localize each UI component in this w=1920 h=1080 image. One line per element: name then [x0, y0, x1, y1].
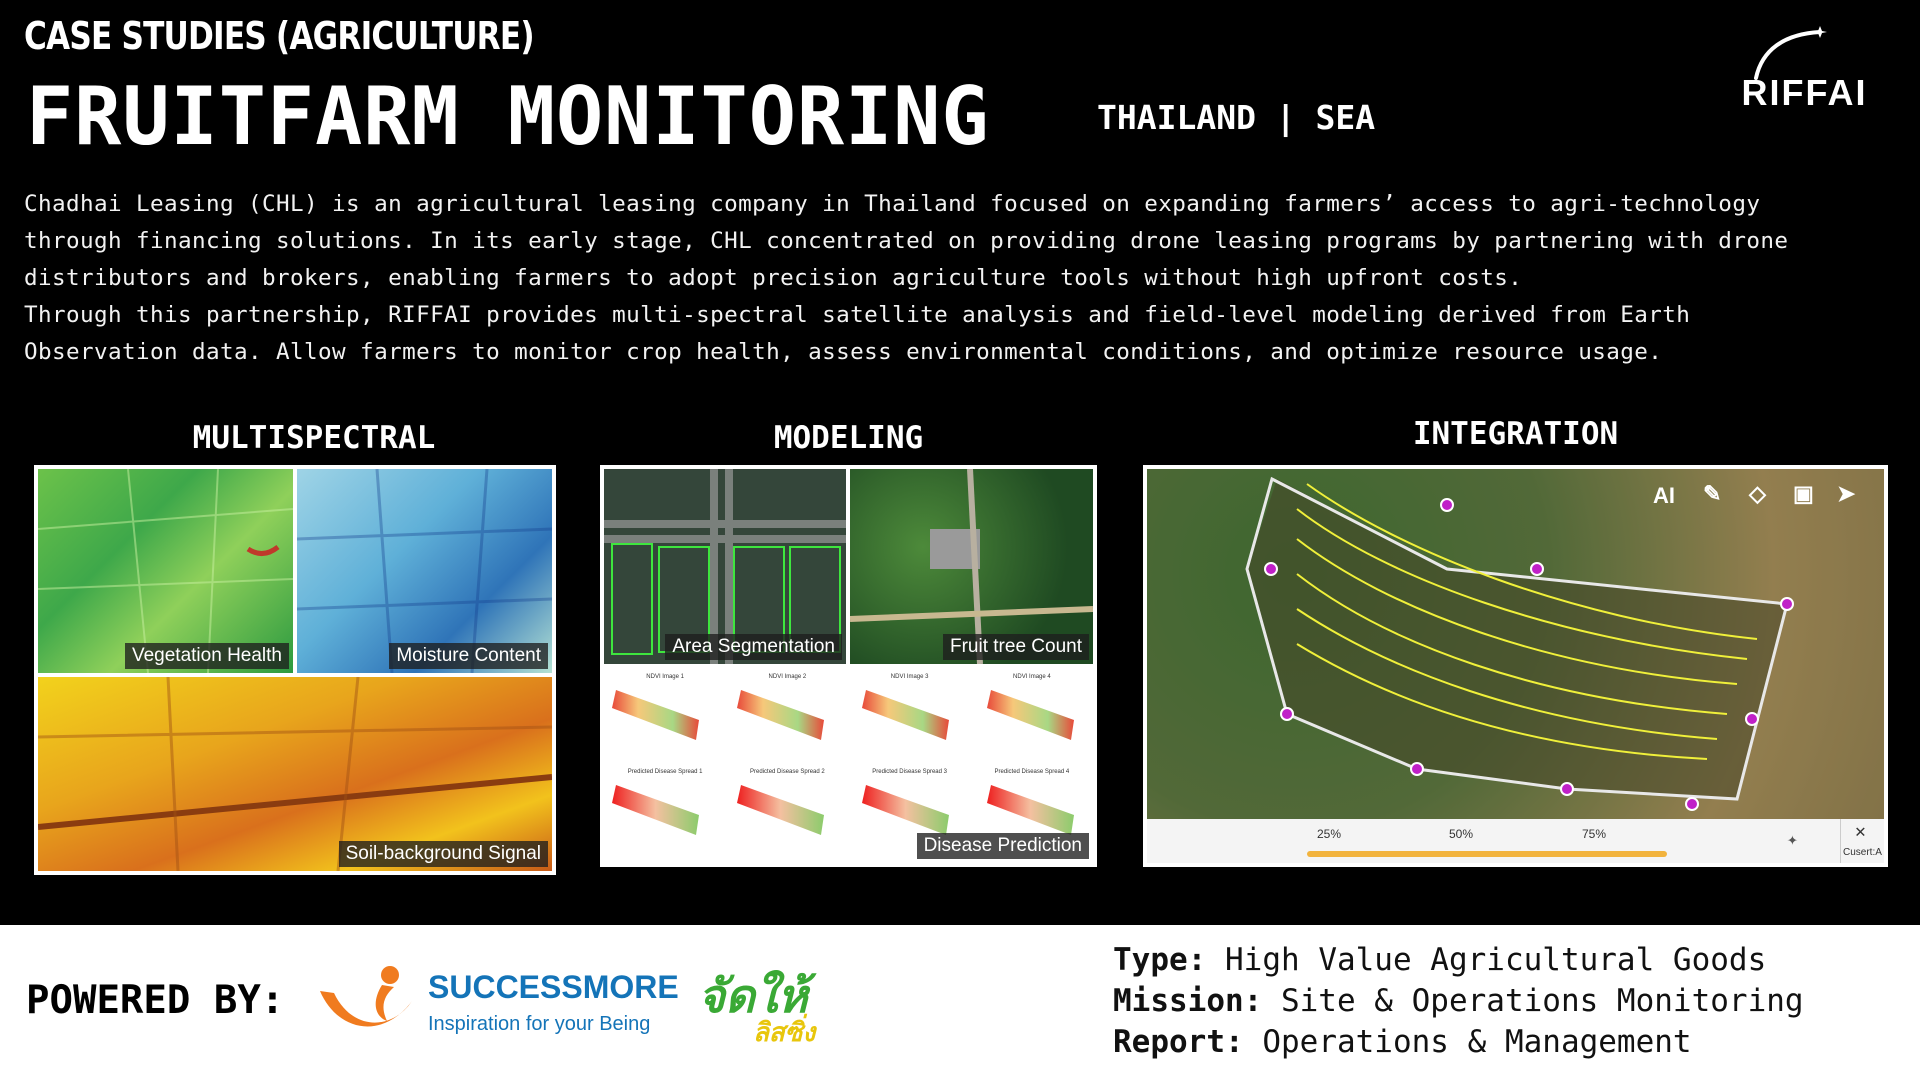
modeling-title: MODELING [773, 420, 924, 456]
jaidee-subtext: ลิสซิ่ง [753, 1018, 816, 1048]
spread-label: Predicted Disease Spread 2 [750, 769, 825, 775]
integration-panel [1143, 465, 1888, 867]
report-value: Operations & Management [1262, 1024, 1692, 1060]
tile-label: Fruit tree Count [943, 634, 1089, 660]
spread-label: Predicted Disease Spread 3 [872, 769, 947, 775]
close-label: Cusert:A [1843, 847, 1882, 858]
info-block [1113, 940, 1804, 1063]
eraser-icon[interactable]: ◇ [1749, 481, 1766, 506]
type-value: High Value Agricultural Goods [1225, 942, 1767, 978]
moisture-content-image [297, 469, 552, 673]
sparkle-icon[interactable]: ✦ [1787, 829, 1798, 850]
tile-label: Disease Prediction [917, 833, 1089, 859]
progress-toolbar [1147, 819, 1884, 863]
modeling-panel [600, 465, 1097, 867]
ruler-icon[interactable]: ✎ [1703, 481, 1722, 506]
integration-title: INTEGRATION [1412, 416, 1619, 452]
mission-row [1113, 981, 1804, 1022]
ndvi-label: NDVI Image 4 [1013, 674, 1051, 680]
mission-label: Mission: [1113, 983, 1263, 1019]
spread-label: Predicted Disease Spread 4 [994, 769, 1070, 775]
tick-label: 50% [1449, 827, 1474, 841]
spread-labels-row [604, 769, 1093, 775]
logo-arc-icon [1722, 20, 1887, 80]
region-label: THAILAND | SEA [1097, 98, 1376, 137]
description-line: Chadhai Leasing (CHL) is an agricultural leasing company in Thailand focused on expanding farmers’ access to agri-technology [24, 191, 1761, 217]
close-icon: ✕ [1855, 821, 1866, 842]
successmore-tagline: Inspiration for your Being [428, 1013, 651, 1035]
tile-label: Area Segmentation [665, 634, 842, 660]
tick-label: 75% [1582, 827, 1607, 841]
vegetation-health-image [38, 469, 293, 673]
close-button[interactable] [1840, 819, 1884, 863]
tick-label: 25% [1317, 827, 1342, 841]
ai-tool-button[interactable]: AI [1653, 483, 1675, 508]
navigate-icon[interactable]: ➤ [1837, 481, 1856, 506]
type-row [1113, 940, 1804, 981]
spread-label: Predicted Disease Spread 1 [627, 769, 703, 775]
integration-map[interactable] [1147, 469, 1884, 819]
fruit-tree-count-image [850, 469, 1093, 664]
footer [0, 925, 1920, 1080]
ndvi-label: NDVI Image 3 [890, 674, 929, 680]
disease-prediction-image [604, 668, 1093, 863]
description-line: Observation data. Allow farmers to monitor crop health, assess environmental conditions, and optimize resource usage. [24, 339, 1663, 365]
tile-label: Vegetation Health [125, 643, 289, 669]
tile-label: Moisture Content [389, 643, 548, 669]
farm-map-overlay [1147, 469, 1884, 819]
description-line: distributors and brokers, enabling farmers to adopt precision agriculture tools without high upfront costs. [24, 265, 1523, 291]
riffai-logo [1722, 20, 1887, 120]
report-label: Report: [1113, 1024, 1244, 1060]
description [24, 186, 1904, 371]
camera-icon[interactable]: ▣ [1793, 481, 1814, 506]
description-line: Through this partnership, RIFFAI provides multi-spectral satellite analysis and field-level modeling derived from Earth [24, 302, 1691, 328]
jaidee-text: จัดให้ [698, 969, 808, 1023]
successmore-figure-icon [312, 961, 422, 1051]
kicker-label: CASE STUDIES (AGRICULTURE) [24, 14, 534, 58]
successmore-name: SUCCESSMORE [428, 969, 679, 1005]
powered-by-label: POWERED BY: [26, 978, 285, 1023]
description-line: through financing solutions. In its early stage, CHL concentrated on providing drone leasing programs by partnering with drone [24, 228, 1789, 254]
multispectral-title: MULTISPECTRAL [192, 420, 436, 456]
tile-label: Soil-background Signal [339, 841, 548, 867]
logo-text: RIFFAI [1741, 72, 1868, 113]
progress-bar[interactable] [1307, 851, 1667, 857]
report-row [1113, 1022, 1804, 1063]
type-label: Type: [1113, 942, 1207, 978]
successmore-logo [312, 961, 679, 1051]
ndvi-label: NDVI Image 2 [768, 674, 807, 680]
multispectral-panel [34, 465, 556, 875]
area-segmentation-image [604, 469, 846, 664]
soil-background-image [38, 677, 552, 871]
mission-value: Site & Operations Monitoring [1280, 983, 1804, 1019]
jaidee-logo [698, 960, 868, 1055]
page-title: FRUITFARM MONITORING [26, 70, 990, 163]
ndvi-label: NDVI Image 1 [646, 674, 684, 680]
ndvi-labels-row [604, 674, 1093, 680]
